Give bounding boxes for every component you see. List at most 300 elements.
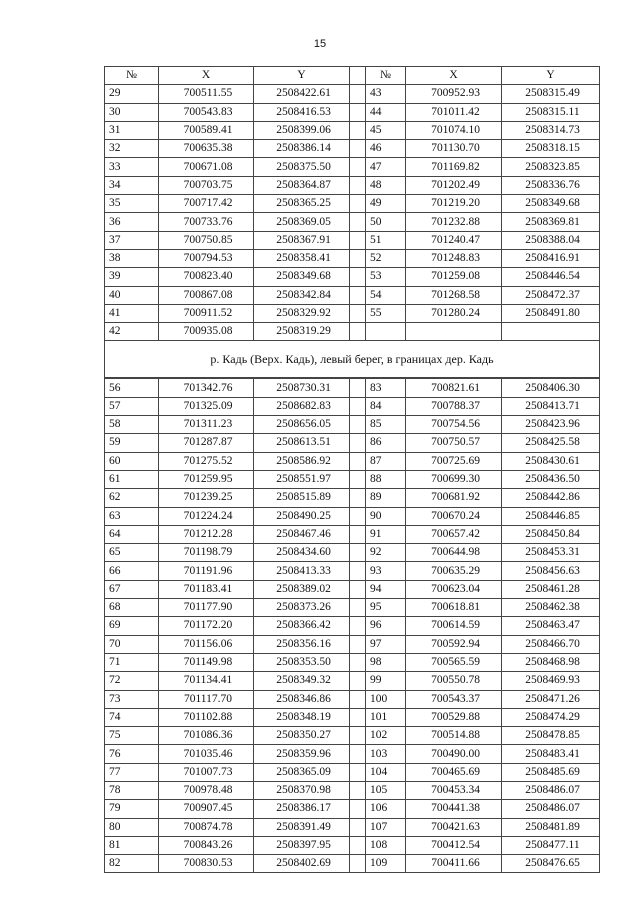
- point-number-left: 65: [105, 544, 159, 562]
- x-coordinate-left: 700733.76: [159, 213, 254, 231]
- table-row: [105, 781, 600, 799]
- table-row: [105, 708, 600, 726]
- x-coordinate-left: 701035.46: [159, 745, 254, 763]
- x-coordinate-left: 701198.79: [159, 544, 254, 562]
- column-gap: [350, 397, 366, 415]
- header-y-right: Y: [502, 67, 600, 85]
- y-coordinate-right: 2508416.91: [502, 249, 600, 267]
- y-coordinate-right: 2508446.54: [502, 268, 600, 286]
- y-coordinate-right: 2508349.68: [502, 195, 600, 213]
- column-gap: [350, 176, 366, 194]
- column-gap: [350, 452, 366, 470]
- y-coordinate-right: 2508423.96: [502, 416, 600, 434]
- point-number-left: 80: [105, 818, 159, 836]
- x-coordinate-left: 701239.25: [159, 489, 254, 507]
- point-number-left: 29: [105, 85, 159, 103]
- point-number-right: 109: [366, 855, 406, 873]
- point-number-right: 84: [366, 397, 406, 415]
- point-number-right: 104: [366, 763, 406, 781]
- column-gap: [350, 249, 366, 267]
- column-gap: [350, 213, 366, 231]
- y-coordinate-right: 2508315.49: [502, 85, 600, 103]
- y-coordinate-left: 2508434.60: [254, 544, 350, 562]
- y-coordinate-right: 2508453.31: [502, 544, 600, 562]
- x-coordinate-left: 701134.41: [159, 672, 254, 690]
- header-x-left: X: [159, 67, 254, 85]
- x-coordinate-left: 700589.41: [159, 121, 254, 139]
- column-gap: [350, 470, 366, 488]
- x-coordinate-right: 700441.38: [406, 800, 502, 818]
- table-header-row: [105, 67, 600, 85]
- point-number-left: 72: [105, 672, 159, 690]
- table-row: [105, 855, 600, 873]
- y-coordinate-left: 2508386.17: [254, 800, 350, 818]
- column-gap: [350, 525, 366, 543]
- point-number-left: 58: [105, 416, 159, 434]
- x-coordinate-right: 700490.00: [406, 745, 502, 763]
- x-coordinate-left: 700843.26: [159, 836, 254, 854]
- y-coordinate-left: 2508349.68: [254, 268, 350, 286]
- column-gap: [350, 855, 366, 873]
- x-coordinate-right: 701248.83: [406, 249, 502, 267]
- y-coordinate-right: 2508315.11: [502, 103, 600, 121]
- column-gap: [350, 195, 366, 213]
- y-coordinate-right: 2508413.71: [502, 397, 600, 415]
- x-coordinate-right: 700565.59: [406, 653, 502, 671]
- point-number-right: 96: [366, 617, 406, 635]
- y-coordinate-right: 2508336.76: [502, 176, 600, 194]
- x-coordinate-left: 700671.08: [159, 158, 254, 176]
- point-number-right: 89: [366, 489, 406, 507]
- header-num-left: №: [105, 67, 159, 85]
- x-coordinate-left: 701287.87: [159, 434, 254, 452]
- x-coordinate-left: 701149.98: [159, 653, 254, 671]
- point-number-left: 78: [105, 781, 159, 799]
- table-row: [105, 672, 600, 690]
- y-coordinate-right: 2508474.29: [502, 708, 600, 726]
- x-coordinate-left: 700635.38: [159, 140, 254, 158]
- y-coordinate-right: 2508478.85: [502, 727, 600, 745]
- y-coordinate-right: 2508318.15: [502, 140, 600, 158]
- point-number-left: 60: [105, 452, 159, 470]
- x-coordinate-right: 700754.56: [406, 416, 502, 434]
- section-title: р. Кадь (Верх. Кадь), левый берег, в границах дер. Кадь: [105, 341, 600, 379]
- header-num-right: №: [366, 67, 406, 85]
- column-gap: [350, 580, 366, 598]
- column-gap: [350, 635, 366, 653]
- point-number-left: 63: [105, 507, 159, 525]
- table-row: [105, 249, 600, 267]
- column-gap: [350, 67, 366, 85]
- table-row: [105, 470, 600, 488]
- point-number-left: 42: [105, 323, 159, 341]
- y-coordinate-right: 2508461.28: [502, 580, 600, 598]
- point-number-right: 52: [366, 249, 406, 267]
- point-number-left: 81: [105, 836, 159, 854]
- y-coordinate-right: 2508472.37: [502, 286, 600, 304]
- y-coordinate-left: 2508329.92: [254, 304, 350, 322]
- y-coordinate-left: 2508348.19: [254, 708, 350, 726]
- point-number-right: 50: [366, 213, 406, 231]
- column-gap: [350, 507, 366, 525]
- point-number-right: 107: [366, 818, 406, 836]
- y-coordinate-left: 2508467.46: [254, 525, 350, 543]
- x-coordinate-left: 700703.75: [159, 176, 254, 194]
- point-number-left: 77: [105, 763, 159, 781]
- y-coordinate-right: 2508446.85: [502, 507, 600, 525]
- y-coordinate-left: 2508402.69: [254, 855, 350, 873]
- y-coordinate-right: 2508450.84: [502, 525, 600, 543]
- x-coordinate-left: 700830.53: [159, 855, 254, 873]
- point-number-right: 49: [366, 195, 406, 213]
- point-number-left: 76: [105, 745, 159, 763]
- y-coordinate-left: 2508413.33: [254, 562, 350, 580]
- table-row: [105, 617, 600, 635]
- y-coordinate-left: 2508422.61: [254, 85, 350, 103]
- table-row: [105, 690, 600, 708]
- y-coordinate-right: 2508456.63: [502, 562, 600, 580]
- y-coordinate-right: 2508468.98: [502, 653, 600, 671]
- table-row: [105, 416, 600, 434]
- x-coordinate-right: 700681.92: [406, 489, 502, 507]
- x-coordinate-right: 701011.42: [406, 103, 502, 121]
- point-number-right: 108: [366, 836, 406, 854]
- table-row: [105, 452, 600, 470]
- y-coordinate-left: 2508682.83: [254, 397, 350, 415]
- y-coordinate-left: 2508365.25: [254, 195, 350, 213]
- table-row: [105, 544, 600, 562]
- column-gap: [350, 489, 366, 507]
- point-number-right: 98: [366, 653, 406, 671]
- x-coordinate-right: 700550.78: [406, 672, 502, 690]
- table-row: [105, 745, 600, 763]
- y-coordinate-left: 2508515.89: [254, 489, 350, 507]
- y-coordinate-right: 2508476.65: [502, 855, 600, 873]
- column-gap: [350, 745, 366, 763]
- point-number-left: 57: [105, 397, 159, 415]
- y-coordinate-right: 2508314.73: [502, 121, 600, 139]
- x-coordinate-left: 700911.52: [159, 304, 254, 322]
- table-row: [105, 85, 600, 103]
- y-coordinate-left: 2508375.50: [254, 158, 350, 176]
- y-coordinate-left: 2508656.05: [254, 416, 350, 434]
- x-coordinate-right: 701268.58: [406, 286, 502, 304]
- y-coordinate-left: 2508730.31: [254, 378, 350, 397]
- column-gap: [350, 562, 366, 580]
- column-gap: [350, 617, 366, 635]
- y-coordinate-left: 2508386.14: [254, 140, 350, 158]
- point-number-left: 39: [105, 268, 159, 286]
- x-coordinate-left: 701086.36: [159, 727, 254, 745]
- y-coordinate-left: 2508350.27: [254, 727, 350, 745]
- x-coordinate-left: 700935.08: [159, 323, 254, 341]
- point-number-right: 53: [366, 268, 406, 286]
- y-coordinate-left: 2508391.49: [254, 818, 350, 836]
- x-coordinate-right: 700514.88: [406, 727, 502, 745]
- column-gap: [350, 416, 366, 434]
- point-number-right: 105: [366, 781, 406, 799]
- point-number-right: 88: [366, 470, 406, 488]
- column-gap: [350, 231, 366, 249]
- x-coordinate-right: 700465.69: [406, 763, 502, 781]
- x-coordinate-left: 700867.08: [159, 286, 254, 304]
- x-coordinate-left: 700978.48: [159, 781, 254, 799]
- x-coordinate-right: 700618.81: [406, 599, 502, 617]
- point-number-left: 71: [105, 653, 159, 671]
- point-number-left: 37: [105, 231, 159, 249]
- table-row: [105, 286, 600, 304]
- column-gap: [350, 727, 366, 745]
- x-coordinate-left: 701183.41: [159, 580, 254, 598]
- x-coordinate-right: 700529.88: [406, 708, 502, 726]
- x-coordinate-left: 700717.42: [159, 195, 254, 213]
- point-number-left: 36: [105, 213, 159, 231]
- point-number-left: 56: [105, 378, 159, 397]
- x-coordinate-left: 701212.28: [159, 525, 254, 543]
- point-number-right: 51: [366, 231, 406, 249]
- point-number-left: 32: [105, 140, 159, 158]
- point-number-left: 69: [105, 617, 159, 635]
- y-coordinate-right: 2508469.93: [502, 672, 600, 690]
- y-coordinate-right: 2508323.85: [502, 158, 600, 176]
- x-coordinate-left: 700794.53: [159, 249, 254, 267]
- y-coordinate-left: 2508369.05: [254, 213, 350, 231]
- x-coordinate-right: 701169.82: [406, 158, 502, 176]
- column-gap: [350, 690, 366, 708]
- y-coordinate-right: 2508466.70: [502, 635, 600, 653]
- point-number-left: 66: [105, 562, 159, 580]
- y-coordinate-left: 2508551.97: [254, 470, 350, 488]
- x-coordinate-left: 701156.06: [159, 635, 254, 653]
- y-coordinate-left: 2508416.53: [254, 103, 350, 121]
- header-x-right: X: [406, 67, 502, 85]
- y-coordinate-left: 2508370.98: [254, 781, 350, 799]
- point-number-left: 40: [105, 286, 159, 304]
- y-coordinate-right: 2508485.69: [502, 763, 600, 781]
- x-coordinate-left: 701311.23: [159, 416, 254, 434]
- column-gap: [350, 818, 366, 836]
- point-number-left: 82: [105, 855, 159, 873]
- x-coordinate-right: 701202.49: [406, 176, 502, 194]
- y-coordinate-left: 2508349.32: [254, 672, 350, 690]
- point-number-right: 93: [366, 562, 406, 580]
- y-coordinate-left: 2508397.95: [254, 836, 350, 854]
- x-coordinate-left: 701191.96: [159, 562, 254, 580]
- column-gap: [350, 544, 366, 562]
- column-gap: [350, 653, 366, 671]
- table-row: [105, 763, 600, 781]
- point-number-right: 87: [366, 452, 406, 470]
- x-coordinate-left: 701325.09: [159, 397, 254, 415]
- x-coordinate-right: 700699.30: [406, 470, 502, 488]
- y-coordinate-right: 2508486.07: [502, 800, 600, 818]
- x-coordinate-left: 700750.85: [159, 231, 254, 249]
- table-row: [105, 103, 600, 121]
- y-coordinate-left: 2508366.42: [254, 617, 350, 635]
- y-coordinate-left: 2508365.09: [254, 763, 350, 781]
- x-coordinate-right: 700750.57: [406, 434, 502, 452]
- column-gap: [350, 323, 366, 341]
- x-coordinate-right: 700725.69: [406, 452, 502, 470]
- point-number-left: 68: [105, 599, 159, 617]
- table-row: [105, 268, 600, 286]
- y-coordinate-right: 2508486.07: [502, 781, 600, 799]
- table-row: [105, 213, 600, 231]
- point-number-left: 74: [105, 708, 159, 726]
- table-row: [105, 653, 600, 671]
- y-coordinate-right: 2508477.11: [502, 836, 600, 854]
- point-number-left: 31: [105, 121, 159, 139]
- x-coordinate-right: 700411.66: [406, 855, 502, 873]
- point-number-right: 95: [366, 599, 406, 617]
- point-number-right: 86: [366, 434, 406, 452]
- y-coordinate-left: 2508490.25: [254, 507, 350, 525]
- table-row: [105, 836, 600, 854]
- point-number-right: 54: [366, 286, 406, 304]
- x-coordinate-left: 700543.83: [159, 103, 254, 121]
- table-row: [105, 580, 600, 598]
- table-row: [105, 195, 600, 213]
- column-gap: [350, 434, 366, 452]
- point-number-right: 97: [366, 635, 406, 653]
- y-coordinate-right: 2508483.41: [502, 745, 600, 763]
- point-number-right: 103: [366, 745, 406, 763]
- x-coordinate-left: 701102.88: [159, 708, 254, 726]
- y-coordinate-right: 2508369.81: [502, 213, 600, 231]
- point-number-left: 62: [105, 489, 159, 507]
- point-number-left: 35: [105, 195, 159, 213]
- table-row: [105, 434, 600, 452]
- x-coordinate-left: 701224.24: [159, 507, 254, 525]
- table-row: [105, 800, 600, 818]
- x-coordinate-right: 700592.94: [406, 635, 502, 653]
- table-row: [105, 818, 600, 836]
- x-coordinate-right: 700670.24: [406, 507, 502, 525]
- column-gap: [350, 268, 366, 286]
- table-row: [105, 635, 600, 653]
- point-number-left: 33: [105, 158, 159, 176]
- section-row: [105, 341, 600, 379]
- x-coordinate-right: 700635.29: [406, 562, 502, 580]
- y-coordinate-right: 2508491.80: [502, 304, 600, 322]
- point-number-right: 106: [366, 800, 406, 818]
- x-coordinate-left: 701259.95: [159, 470, 254, 488]
- point-number-right: 100: [366, 690, 406, 708]
- point-number-left: 61: [105, 470, 159, 488]
- y-coordinate-left: 2508586.92: [254, 452, 350, 470]
- y-coordinate-left: 2508346.86: [254, 690, 350, 708]
- x-coordinate-right: 700821.61: [406, 378, 502, 397]
- point-number-right: 83: [366, 378, 406, 397]
- x-coordinate-left: 701177.90: [159, 599, 254, 617]
- x-coordinate-right: 701130.70: [406, 140, 502, 158]
- x-coordinate-right: 700412.54: [406, 836, 502, 854]
- point-number-right: [366, 323, 406, 341]
- y-coordinate-right: 2508442.86: [502, 489, 600, 507]
- column-gap: [350, 672, 366, 690]
- column-gap: [350, 836, 366, 854]
- y-coordinate-right: 2508462.38: [502, 599, 600, 617]
- table-row: [105, 231, 600, 249]
- x-coordinate-right: 701280.24: [406, 304, 502, 322]
- table-row: [105, 599, 600, 617]
- y-coordinate-left: 2508389.02: [254, 580, 350, 598]
- point-number-right: 47: [366, 158, 406, 176]
- point-number-left: 59: [105, 434, 159, 452]
- x-coordinate-right: 700788.37: [406, 397, 502, 415]
- x-coordinate-right: [406, 323, 502, 341]
- point-number-right: 85: [366, 416, 406, 434]
- y-coordinate-left: 2508364.87: [254, 176, 350, 194]
- coordinates-table: [104, 66, 600, 873]
- y-coordinate-right: [502, 323, 600, 341]
- x-coordinate-right: 700657.42: [406, 525, 502, 543]
- header-y-left: Y: [254, 67, 350, 85]
- x-coordinate-right: 701259.08: [406, 268, 502, 286]
- x-coordinate-left: 701342.76: [159, 378, 254, 397]
- y-coordinate-right: 2508388.04: [502, 231, 600, 249]
- column-gap: [350, 378, 366, 397]
- y-coordinate-left: 2508359.96: [254, 745, 350, 763]
- point-number-right: 45: [366, 121, 406, 139]
- x-coordinate-right: 701232.88: [406, 213, 502, 231]
- table-row: [105, 140, 600, 158]
- x-coordinate-left: 700511.55: [159, 85, 254, 103]
- point-number-left: 41: [105, 304, 159, 322]
- point-number-left: 67: [105, 580, 159, 598]
- y-coordinate-right: 2508406.30: [502, 378, 600, 397]
- point-number-left: 79: [105, 800, 159, 818]
- y-coordinate-left: 2508342.84: [254, 286, 350, 304]
- point-number-left: 30: [105, 103, 159, 121]
- point-number-left: 70: [105, 635, 159, 653]
- y-coordinate-left: 2508356.16: [254, 635, 350, 653]
- y-coordinate-right: 2508436.50: [502, 470, 600, 488]
- column-gap: [350, 85, 366, 103]
- y-coordinate-right: 2508471.26: [502, 690, 600, 708]
- y-coordinate-right: 2508425.58: [502, 434, 600, 452]
- column-gap: [350, 304, 366, 322]
- column-gap: [350, 708, 366, 726]
- column-gap: [350, 781, 366, 799]
- table-row: [105, 397, 600, 415]
- x-coordinate-left: 700907.45: [159, 800, 254, 818]
- x-coordinate-right: 700614.59: [406, 617, 502, 635]
- point-number-left: 38: [105, 249, 159, 267]
- table-row: [105, 562, 600, 580]
- column-gap: [350, 763, 366, 781]
- table-row: [105, 176, 600, 194]
- column-gap: [350, 158, 366, 176]
- point-number-right: 91: [366, 525, 406, 543]
- table-row: [105, 158, 600, 176]
- table-row: [105, 304, 600, 322]
- point-number-left: 73: [105, 690, 159, 708]
- x-coordinate-right: 701074.10: [406, 121, 502, 139]
- x-coordinate-left: 701275.52: [159, 452, 254, 470]
- table-row: [105, 378, 600, 397]
- table-row: [105, 525, 600, 543]
- x-coordinate-right: 700644.98: [406, 544, 502, 562]
- y-coordinate-right: 2508463.47: [502, 617, 600, 635]
- x-coordinate-right: 701240.47: [406, 231, 502, 249]
- y-coordinate-left: 2508358.41: [254, 249, 350, 267]
- table-row: [105, 489, 600, 507]
- table-row: [105, 507, 600, 525]
- x-coordinate-left: 701007.73: [159, 763, 254, 781]
- x-coordinate-right: 700421.63: [406, 818, 502, 836]
- y-coordinate-left: 2508319.29: [254, 323, 350, 341]
